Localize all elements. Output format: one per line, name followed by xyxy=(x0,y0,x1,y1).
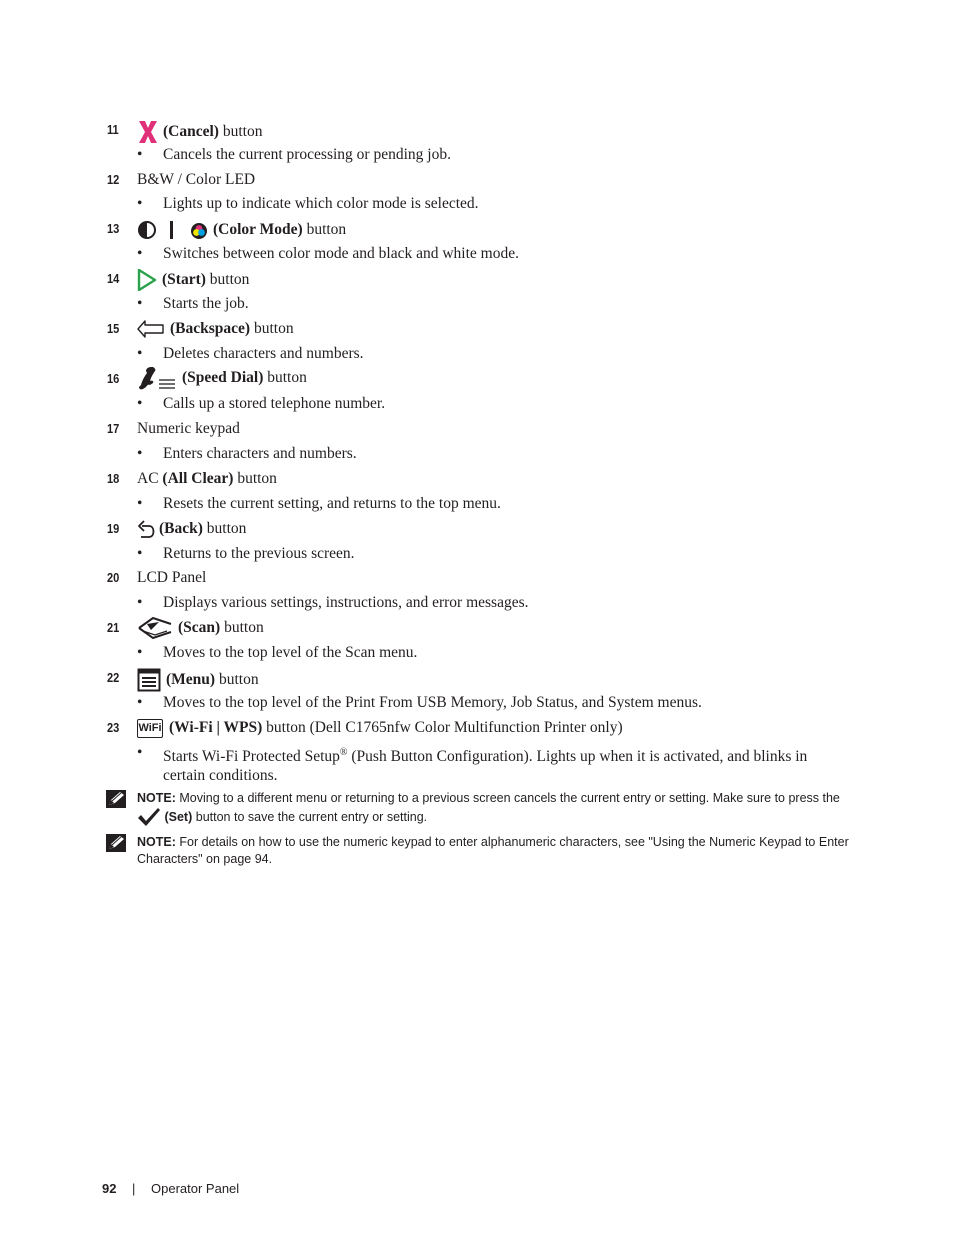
item-13 xyxy=(0,219,954,241)
bullet-dot: • xyxy=(137,146,143,163)
speed-dial-icon xyxy=(137,365,177,391)
set-label: (Set) xyxy=(164,810,193,824)
item-number: 17 xyxy=(107,421,120,436)
item-suffix: button xyxy=(220,619,264,636)
item-suffix: button xyxy=(263,369,307,386)
note-text-b: button to save the current entry or setting. xyxy=(192,810,428,824)
item-suffix: button xyxy=(218,123,263,140)
note-2 xyxy=(137,834,857,868)
scan-icon xyxy=(137,614,173,642)
item-bold-label: (Speed Dial) xyxy=(182,369,264,386)
item-22 xyxy=(0,668,954,690)
item-16 xyxy=(0,369,954,391)
item-suffix: button (Dell C1765nfw Color Multifunction Printer only) xyxy=(262,719,623,736)
bullet-dot: • xyxy=(137,395,143,412)
bullet-text: Enters characters and numbers. xyxy=(163,445,357,462)
item-bold-label: (Back) xyxy=(159,520,203,537)
item-suffix: button xyxy=(250,320,294,337)
item-21 xyxy=(0,618,954,640)
item-heading: Numeric keypad xyxy=(137,420,240,437)
bullet-text: Lights up to indicate which color mode is selected. xyxy=(163,195,479,212)
note-text: For details on how to use the numeric keypad to enter alphanumeric characters, see "Using the Numeric Keypad to Enter Characters" on page 94. xyxy=(137,835,853,866)
item-number: 11 xyxy=(107,122,119,137)
note-text: Moving to a different menu or returning to a previous screen cancels the current entry or setting. Make sure to press the xyxy=(175,791,840,805)
item-heading xyxy=(137,365,307,391)
note-pencil-icon xyxy=(106,834,126,852)
page-number: 92 xyxy=(102,1181,117,1196)
bullet-text: Displays various settings, instructions, and error messages. xyxy=(163,594,529,611)
item-heading xyxy=(137,614,264,642)
item-number: 18 xyxy=(107,471,120,486)
item-suffix: button xyxy=(215,671,259,688)
color-mode-icon xyxy=(137,219,213,241)
item-bold-label: (Color Mode) xyxy=(213,221,303,238)
item-14 xyxy=(0,269,954,291)
bullet-dot: • xyxy=(137,744,143,761)
bullet-dot: • xyxy=(137,195,143,212)
bullet-dot: • xyxy=(137,644,143,661)
item-prefix: AC xyxy=(137,470,163,487)
bullet-dot: • xyxy=(137,495,143,512)
bullet-dot: • xyxy=(137,545,143,562)
item-heading xyxy=(137,219,346,241)
item-suffix: button xyxy=(202,520,247,537)
start-triangle-icon xyxy=(137,269,157,291)
bullet-text: Moves to the top level of the Scan menu. xyxy=(163,644,418,661)
bullet-text-a: Starts Wi-Fi Protected Setup xyxy=(163,748,340,766)
item-number: 19 xyxy=(107,521,120,536)
item-number: 23 xyxy=(107,720,120,735)
item-heading xyxy=(137,269,249,291)
bullet-text: Switches between color mode and black and white mode. xyxy=(163,245,519,262)
item-number: 14 xyxy=(107,271,120,286)
item-suffix: button xyxy=(205,271,250,288)
backspace-arrow-icon xyxy=(137,320,165,338)
item-number: 15 xyxy=(107,321,120,336)
item-suffix: button xyxy=(233,470,277,487)
item-number: 20 xyxy=(107,570,120,585)
item-bold-label: (Backspace) xyxy=(170,320,251,337)
back-arrow-icon xyxy=(137,519,155,539)
bullet-text: Starts the job. xyxy=(163,295,249,312)
item-bold-label: (Scan) xyxy=(178,619,221,636)
bullet-dot: • xyxy=(137,295,143,312)
bullet-dot: • xyxy=(137,694,143,711)
bullet-dot: • xyxy=(137,345,143,362)
item-heading: LCD Panel xyxy=(137,569,207,586)
item-heading: B&W / Color LED xyxy=(137,171,256,188)
footer-separator: | xyxy=(132,1181,136,1196)
bullet-text: Calls up a stored telephone number. xyxy=(163,395,386,412)
item-bold-label: (Menu) xyxy=(166,671,216,688)
bullet-dot: • xyxy=(137,445,143,462)
item-number: 21 xyxy=(107,620,120,635)
note-label: NOTE: xyxy=(137,791,176,805)
cancel-x-icon xyxy=(137,120,159,144)
note-1 xyxy=(137,790,857,827)
bullet-dot: • xyxy=(137,245,143,262)
item-heading xyxy=(137,718,623,738)
item-heading xyxy=(137,120,262,144)
bullet-dot: • xyxy=(137,594,143,611)
footer-section-title: Operator Panel xyxy=(151,1181,240,1196)
bullet-text: Moves to the top level of the Print From USB Memory, Job Status, and System menus. xyxy=(163,694,702,711)
item-bold-label: (Start) xyxy=(162,271,206,288)
bullet-text xyxy=(163,743,843,785)
item-number: 12 xyxy=(107,172,120,187)
item-15 xyxy=(0,319,954,341)
item-17 xyxy=(0,419,954,441)
note-pencil-icon xyxy=(106,790,126,808)
item-heading xyxy=(137,519,246,539)
item-heading xyxy=(137,668,259,692)
item-11 xyxy=(0,120,954,142)
bullet-text: Deletes characters and numbers. xyxy=(163,345,364,362)
item-number: 13 xyxy=(107,221,120,236)
wifi-icon: WiFi xyxy=(137,719,163,738)
item-19 xyxy=(0,519,954,541)
bullet-text-b: (Push Button Configuration). Lights up when it is activated, and blinks in certain conditions. xyxy=(163,748,808,785)
item-bold-label: (Cancel) xyxy=(163,123,219,140)
item-bold-label: (Wi-Fi | WPS) xyxy=(169,719,263,736)
item-heading xyxy=(137,469,277,489)
item-20 xyxy=(0,568,954,590)
bullet-text: Resets the current setting, and returns to the top menu. xyxy=(163,495,501,512)
item-suffix: button xyxy=(302,221,347,238)
item-12 xyxy=(0,170,954,192)
note-label: NOTE: xyxy=(137,835,176,849)
registered-mark: ® xyxy=(339,747,348,758)
menu-icon xyxy=(137,668,161,692)
item-18 xyxy=(0,469,954,491)
item-bold-label: (All Clear) xyxy=(162,470,234,487)
item-heading xyxy=(137,319,294,339)
item-number: 16 xyxy=(107,371,120,386)
bullet-text: Cancels the current processing or pending job. xyxy=(163,146,451,163)
bullet-text: Returns to the previous screen. xyxy=(163,545,355,562)
item-23 xyxy=(0,718,954,740)
item-number: 22 xyxy=(107,670,120,685)
checkmark-icon xyxy=(137,807,161,827)
